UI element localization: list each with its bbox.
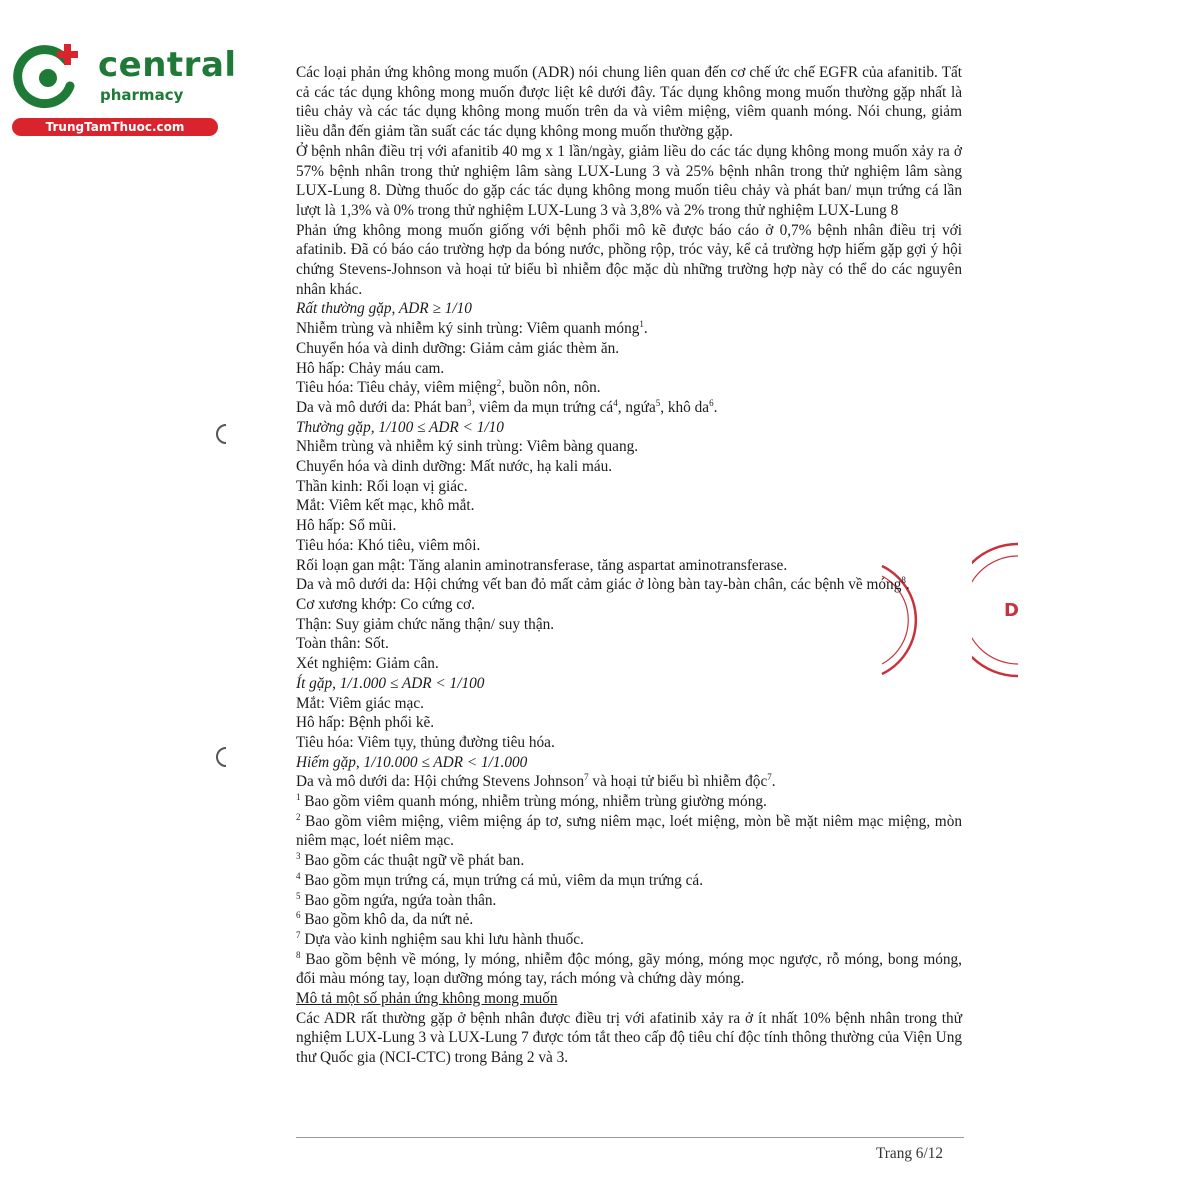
section-heading: Mô tả một số phản ứng không mong muốn xyxy=(296,990,558,1008)
list-item: Hô hấp: Chảy máu cam. xyxy=(296,359,445,377)
footnote: $^8$ Bao gồm bệnh về móng, ly móng, nhiễm độc móng, gãy móng, móng mọc ngược, rỗ móng, bong móng, đổi màu móng tay, loạn dưỡng móng tay, rách móng và chứng dày móng. xyxy=(296,949,962,988)
list-item: Chuyển hóa và dinh dưỡng: Giảm cảm giác thèm ăn. xyxy=(296,339,620,357)
list-item: Thần kinh: Rối loạn vị giác. xyxy=(296,477,468,495)
section-paragraph: Các ADR rất thường gặp ở bệnh nhân được điều trị với afatinib xảy ra ở ít nhất 10% bệnh nhân trong thử nghiệm LUX-Lung 3 và LUX-Lung 7 được tóm tắt theo cấp độ tiêu chí độc tính thông thường của Viện Ung thư Quốc gia (NCI-CTC) trong Bảng 2 và 3. xyxy=(296,1009,962,1067)
list-item: Mắt: Viêm giác mạc. xyxy=(296,694,424,712)
list-item: Toàn thân: Sốt. xyxy=(296,635,389,653)
pharmacy-logo xyxy=(10,38,237,138)
logo-url: TrungTamThuoc.com xyxy=(12,118,218,136)
footnote: $^1$ Bao gồm viêm quanh móng, nhiễm trùng móng, nhiễm trùng giường móng. xyxy=(296,791,767,811)
hole-punch-mark-icon xyxy=(212,746,230,768)
heading-common: Thường gặp, 1/100 ≤ ADR < 1/10 xyxy=(296,418,504,436)
list-item: Tiêu hóa: Khó tiêu, viêm môi. xyxy=(296,536,481,554)
heading-uncommon: Ít gặp, 1/1.000 ≤ ADR < 1/100 xyxy=(296,674,485,692)
footnote: $^6$ Bao gồm khô da, da nứt nẻ. xyxy=(296,910,474,929)
svg-text:D: D xyxy=(1004,600,1019,621)
list-item: Mắt: Viêm kết mạc, khô mắt. xyxy=(296,497,475,515)
footnote: $^5$ Bao gồm ngứa, ngứa toàn thân. xyxy=(296,890,497,909)
logo-brand: central xyxy=(98,45,237,85)
list-item: Tiêu hóa: Tiêu chảy, viêm miệng$^2$, buồn nôn, nôn. xyxy=(296,378,601,397)
footer-divider xyxy=(296,1137,964,1138)
footnote: $^2$ Bao gồm viêm miệng, viêm miệng áp tơ, sưng niêm mạc, loét miệng, mòn bề mặt niêm mạc miệng, mòn niêm mạc, loét niêm mạc. xyxy=(296,811,962,850)
footnote: $^3$ Bao gồm các thuật ngữ về phát ban. xyxy=(296,851,525,870)
paragraph-ild: Phản ứng không mong muốn giống với bệnh phổi mô kẽ được báo cáo ở 0,7% bệnh nhân điều trị với afatinib. Đã có báo cáo trường hợp da bóng nước, phồng rộp, tróc vảy, kể cả trường hợp hiếm gặp gợi ý hội chứng Stevens-Johnson và hoại tử biểu bì nhiễm độc mặc dù những trường hợp này có thể do các nguyên nhân khác. xyxy=(296,221,962,298)
hole-punch-mark-icon xyxy=(212,423,230,445)
list-item: Hô hấp: Sổ mũi. xyxy=(296,517,397,535)
list-item: Cơ xương khớp: Co cứng cơ. xyxy=(296,595,475,613)
list-item: Thận: Suy giảm chức năng thận/ suy thận. xyxy=(296,615,555,633)
page-number: Trang 6/12 xyxy=(876,1145,944,1162)
list-item: Da và mô dưới da: Hội chứng Stevens Johnson$^7$ và hoại tử biểu bì nhiễm độc$^7$. xyxy=(296,772,776,791)
document-body xyxy=(296,63,962,1068)
heading-very-common: Rất thường gặp, ADR ≥ 1/10 xyxy=(296,300,472,318)
footnote: $^4$ Bao gồm mụn trứng cá, mụn trứng cá mủ, viêm da mụn trứng cá. xyxy=(296,870,704,889)
list-item: Chuyển hóa và dinh dưỡng: Mất nước, hạ kali máu. xyxy=(296,458,613,476)
list-item: Nhiễm trùng và nhiễm ký sinh trùng: Viêm bàng quang. xyxy=(296,438,639,456)
heading-rare: Hiếm gặp, 1/10.000 ≤ ADR < 1/1.000 xyxy=(296,753,528,771)
list-item: Xét nghiệm: Giảm cân. xyxy=(296,655,439,673)
paragraph-dose-reduction: Ở bệnh nhân điều trị với afanitib 40 mg x 1 lần/ngày, giảm liều do các tác dụng không mong muốn xảy ra ở 57% bệnh nhân trong thử nghiệm lâm sàng LUX-Lung 3 và 25% bệnh nhân trong thử nghiệm lâm sàng LUX-Lung 8. Dừng thuốc do gặp các tác dụng không mong muốn tiêu chảy và phát ban/ mụn trứng cá lần lượt là 1,3% và 0% trong thử nghiệm LUX-Lung 3 và 3,8% và 2% trong thử nghiệm LUX-Lung 8 xyxy=(296,142,962,219)
list-item: Da và mô dưới da: Phát ban$^3$, viêm da mụn trứng $cá^4$, ngứa$^5$, khô $da^6$. xyxy=(296,397,718,416)
list-item: Nhiễm trùng và nhiễm ký sinh trùng: Viêm quanh móng$^1$. xyxy=(296,319,648,338)
company-seal-stamp-icon xyxy=(972,540,1020,680)
logo-subtitle: pharmacy xyxy=(100,86,184,104)
list-item: Hô hấp: Bệnh phổi kẽ. xyxy=(296,714,435,732)
footnote: $^7$ Dựa vào kinh nghiệm sau khi lưu hành thuốc. xyxy=(296,929,584,948)
paragraph-adr-intro: Các loại phản ứng không mong muốn (ADR) nói chung liên quan đến cơ chế ức chế EGFR của afanitib. Tất cả các tác dụng không mong muốn được liệt kê dưới đây. Tác dụng không mong muốn thường gặp nhất là tiêu chảy và các tác dụng không mong muốn trên da và viêm miệng, viêm quanh móng. Nói chung, giảm liều dẫn đến giảm tần suất các tác dụng không mong muốn thường gặp. xyxy=(296,64,962,141)
list-item: Rối loạn gan mật: Tăng alanin aminotransferase, tăng aspartat aminotransferase. xyxy=(296,556,788,574)
list-item: Tiêu hóa: Viêm tụy, thủng đường tiêu hóa. xyxy=(296,733,555,751)
list-item: Da và mô dưới da: Hội chứng vết ban đỏ mất cảm giác ở lòng bàn tay-bàn chân, các bệnh về móng$^8$. xyxy=(296,575,910,594)
central-pharmacy-logo-icon xyxy=(12,40,84,112)
